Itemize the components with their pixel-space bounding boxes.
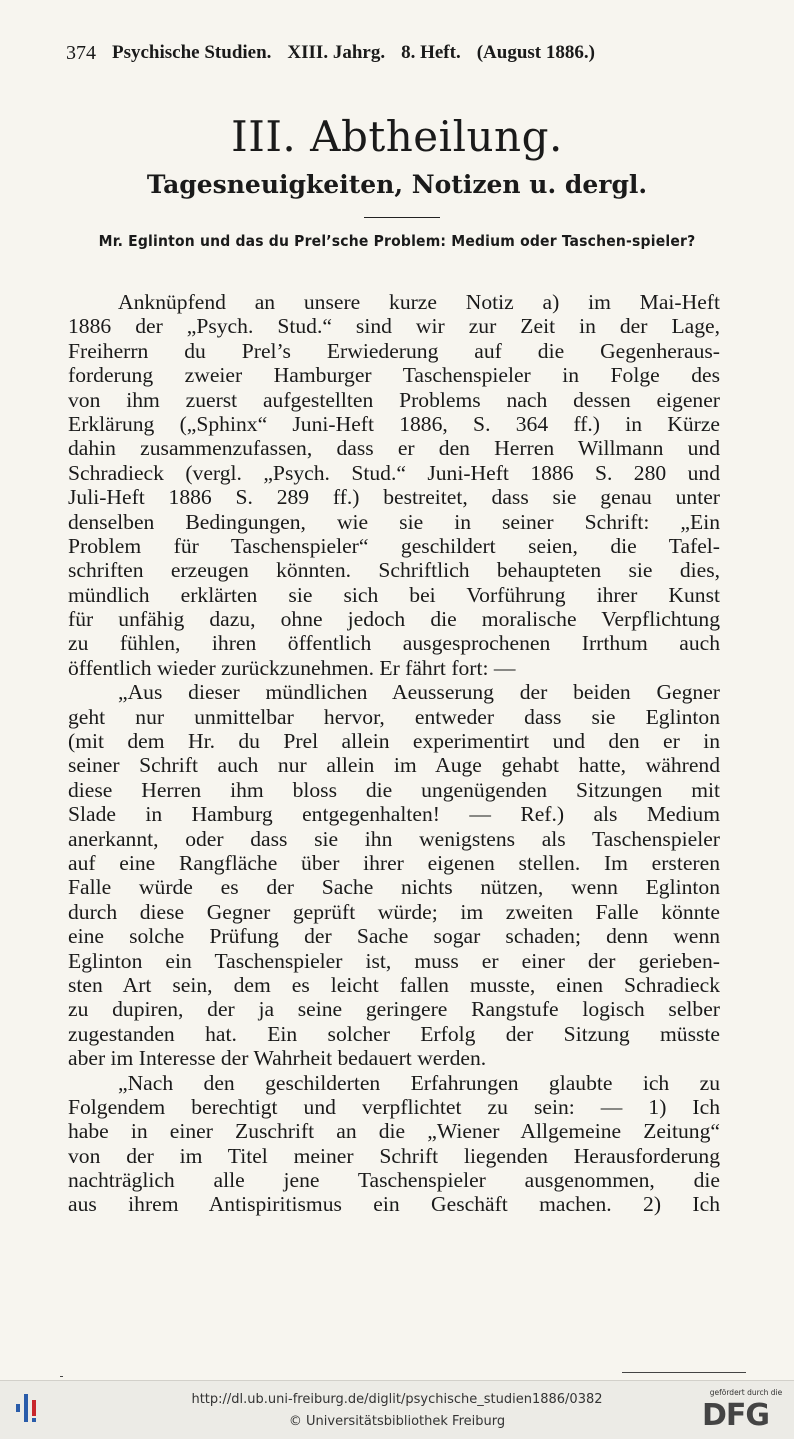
article-title: Mr. Eglinton und das du Prel’sche Problem: Medium oder Taschen-spieler? [98, 232, 696, 250]
body-line: mündlich erklärten sie sich bei Vorführung ihrer Kunst [68, 582, 720, 607]
body-line: Falle würde es der Sache nichts nützen, wenn Eglinton [68, 875, 720, 900]
copyright-notice: © Universitätsbibliothek Freiburg [288, 1414, 506, 1429]
dfg-logo: DFG [702, 1398, 770, 1433]
running-head [66, 42, 726, 65]
body-line: dahin zusammenzufassen, dass er den Herren Willmann und [68, 436, 720, 461]
body-line: durch diese Gegner geprüft würde; im zweiten Falle könnte [68, 899, 720, 924]
body-line: anerkannt, oder dass sie ihn wenigstens als Taschenspieler [68, 826, 720, 851]
body-line: auf eine Rangfläche über ihrer eigenen stellen. Im ersteren [68, 850, 720, 875]
body-line: von der im Titel meiner Schrift liegenden Herausforderung [68, 1143, 720, 1168]
body-line: aus ihrem Antispiritismus ein Geschäft machen. 2) Ich [68, 1192, 720, 1217]
body-line: Juli-Heft 1886 S. 289 ff.) bestreitet, dass sie genau unter [68, 485, 720, 510]
body-line: 1886 der „Psych. Stud.“ sind wir zur Zeit in der Lage, [68, 314, 720, 339]
body-line: Freiherrn du Prel’s Erwiederung auf die Gegenheraus- [68, 338, 720, 363]
dfg-caption: gefördert durch die [709, 1388, 783, 1397]
body-line: Schradieck (vergl. „Psych. Stud.“ Juni-Heft 1886 S. 280 und [68, 460, 720, 485]
section-subtitle: Tagesneuigkeiten, Notizen u. dergl. [146, 170, 648, 199]
body-line: nachträglich alle jene Taschenspieler ausgenommen, die [68, 1168, 720, 1193]
volume: XIII. Jahrg. [287, 42, 386, 63]
journal-name: Psychische Studien. [112, 42, 272, 63]
divider [364, 217, 440, 218]
body-line: Eglinton ein Taschenspieler ist, muss er einer der gerieben- [68, 948, 720, 973]
body-line: von ihm zuerst aufgestellten Problems nach dessen eigener [68, 387, 720, 412]
body-line: Anknüpfend an unsere kurze Notiz a) im Mai-Heft [118, 290, 720, 314]
issue-date: (August 1886.) [476, 42, 595, 63]
body-line: seiner Schrift auch nur allein im Auge gehabt hatte, während [68, 753, 720, 778]
body-line: denselben Bedingungen, wie sie in seiner Schrift: „Ein [68, 509, 720, 534]
body-line: sten Art sein, dem es leicht fallen musste, einen Schradieck [68, 972, 720, 997]
body-line: forderung zweier Hamburger Taschenspieler in Folge des [68, 363, 720, 388]
body-line: aber im Interesse der Wahrheit bedauert werden. [68, 1046, 487, 1071]
permalink-url[interactable]: http://dl.ub.uni-freiburg.de/diglit/psychische_studien1886/0382 [191, 1392, 603, 1407]
body-line: eine solche Prüfung der Sache sogar schaden; denn wenn [68, 924, 720, 949]
body-line: „Nach den geschilderten Erfahrungen glaubte ich zu [118, 1070, 720, 1095]
body-line: zugestanden hat. Ein solcher Erfolg der Sitzung müsste [68, 1021, 720, 1046]
issue: 8. Heft. [401, 42, 461, 63]
body-line: schriften erzeugen könnten. Schriftlich behaupteten sie dies, [68, 558, 720, 583]
section-title: III. Abtheilung. [231, 112, 563, 161]
body-line: (mit dem Hr. du Prel allein experimentirt und den er in [68, 729, 720, 754]
body-line: Problem für Taschenspieler“ geschildert seien, die Tafel- [68, 533, 720, 558]
body-line: geht nur unmittelbar hervor, entweder dass sie Eglinton [68, 704, 720, 729]
body-line: „Aus dieser mündlichen Aeusserung der beiden Gegner [118, 680, 720, 705]
body-line: Folgendem berechtigt und verpflichtet zu sein: — 1) Ich [68, 1094, 720, 1119]
body-line: öffentlich wieder zurückzunehmen. Er fährt fort: — [68, 655, 516, 680]
body-line: zu dupiren, der ja seine geringere Rangstufe logisch selber [68, 997, 720, 1022]
body-line: habe in einer Zuschrift an die „Wiener Allgemeine Zeitung“ [68, 1119, 720, 1144]
margin-mark [60, 1376, 63, 1377]
body-line: Erklärung („Sphinx“ Juni-Heft 1886, S. 364 ff.) in Kürze [68, 411, 720, 436]
body-line: diese Herren ihm bloss die ungenügenden Sitzungen mit [68, 777, 720, 802]
body-line: für unfähig dazu, ohne jedoch die moralische Verpflichtung [68, 607, 720, 632]
page-number: 374 [66, 42, 96, 64]
viewer-footer [0, 1380, 794, 1439]
article-body [68, 290, 720, 1217]
body-line: Slade in Hamburg entgegenhalten! — Ref.) als Medium [68, 802, 720, 827]
footer-rule [622, 1372, 746, 1373]
body-line: zu fühlen, ihren öffentlich ausgesprochenen Irrthum auch [68, 631, 720, 656]
